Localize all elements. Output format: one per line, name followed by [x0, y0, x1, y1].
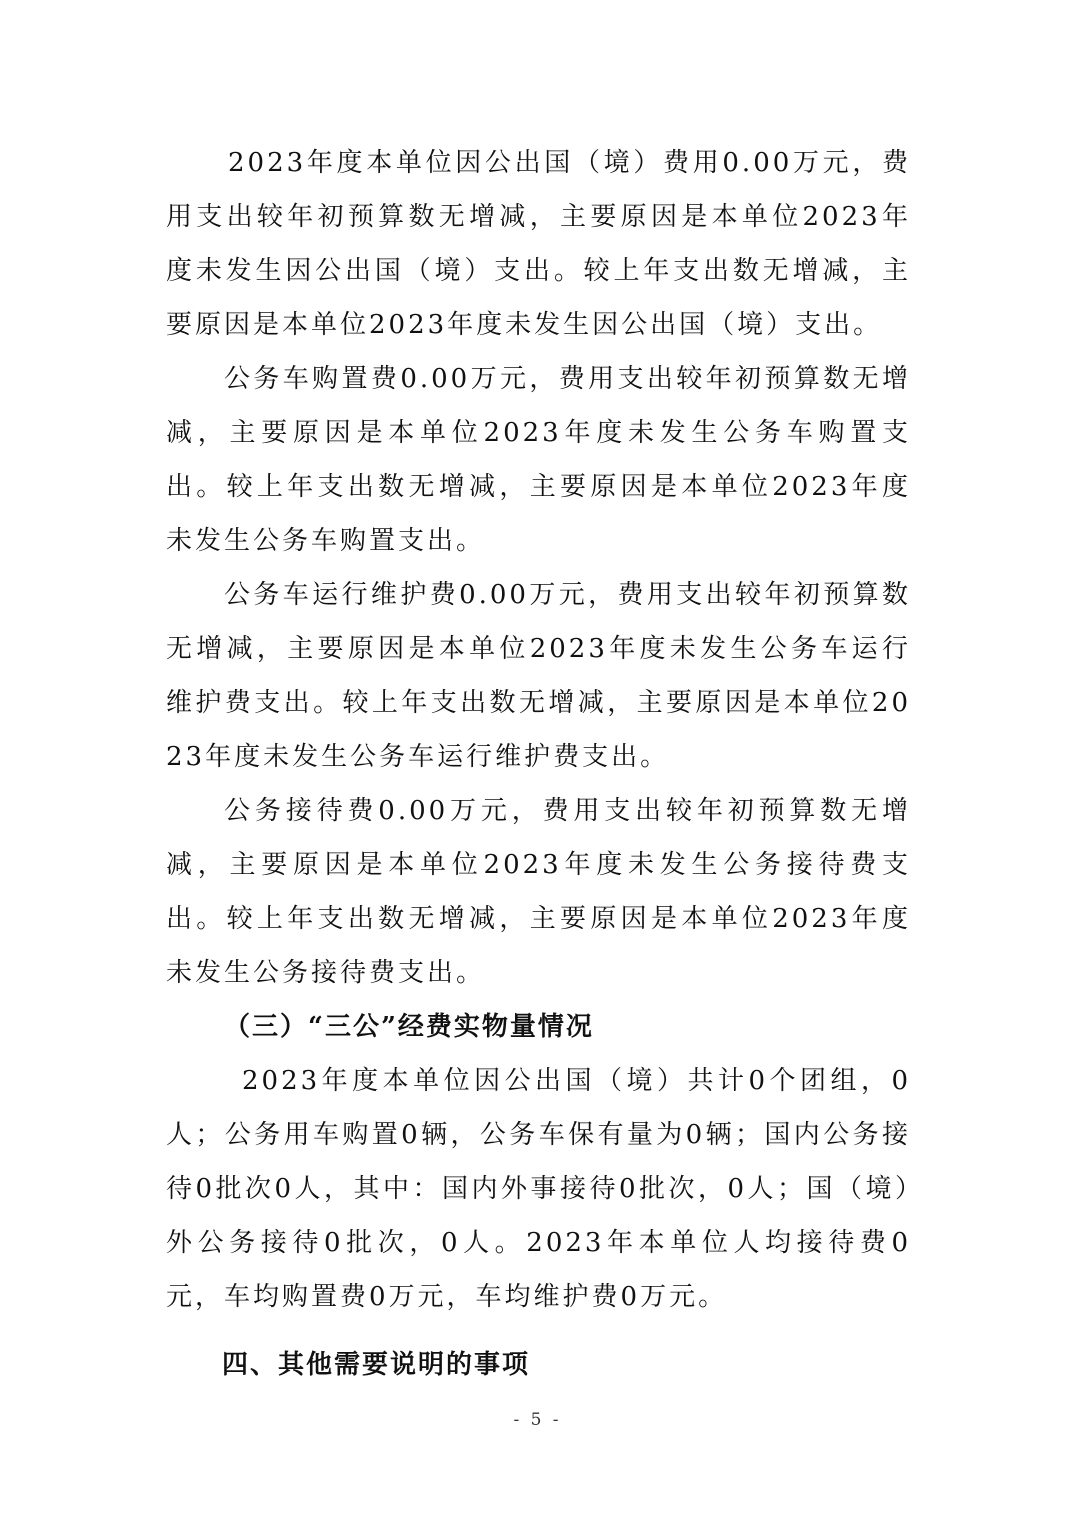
paragraph-reception: 公务接待费0.00万元，费用支出较年初预算数无增减，主要原因是本单位2023年度未发生公务接待费支出。较上年支出数无增减，主要原因是本单位2023年度未发生公务接待费支出。	[166, 796, 911, 988]
paragraph-physical-quantity: 2023年度本单位因公出国（境）共计0个团组，0人；公务用车购置0辆，公务车保有量为0辆；国内公务接待0批次0人，其中：国内外事接待0批次，0人；国（境）外公务接待0批次，0人。2023年本单位人均接待费0元，车均购置费0万元，车均维护费0万元。	[166, 1066, 911, 1312]
heading-section-four: 四、其他需要说明的事项	[222, 1350, 531, 1380]
paragraph-overseas-travel: 2023年度本单位因公出国（境）费用0.00万元，费用支出较年初预算数无增减，主要原因是本单位2023年度未发生因公出国（境）支出。较上年支出数无增减，主要原因是本单位2023年度未发生因公出国（境）支出。	[166, 148, 911, 340]
document-body	[166, 136, 911, 1392]
page-number: - 5 -	[513, 1410, 562, 1430]
paragraph-vehicle-purchase: 公务车购置费0.00万元，费用支出较年初预算数无增减，主要原因是本单位2023年度未发生公务车购置支出。较上年支出数无增减，主要原因是本单位2023年度未发生公务车购置支出。	[166, 364, 911, 556]
paragraph-vehicle-maintenance: 公务车运行维护费0.00万元，费用支出较年初预算数无增减，主要原因是本单位2023年度未发生公务车运行维护费支出。较上年支出数无增减，主要原因是本单位2023年度未发生公务车运行维护费支出。	[166, 580, 911, 772]
heading-section-three: （三）“三公”经费实物量情况	[224, 1012, 594, 1042]
